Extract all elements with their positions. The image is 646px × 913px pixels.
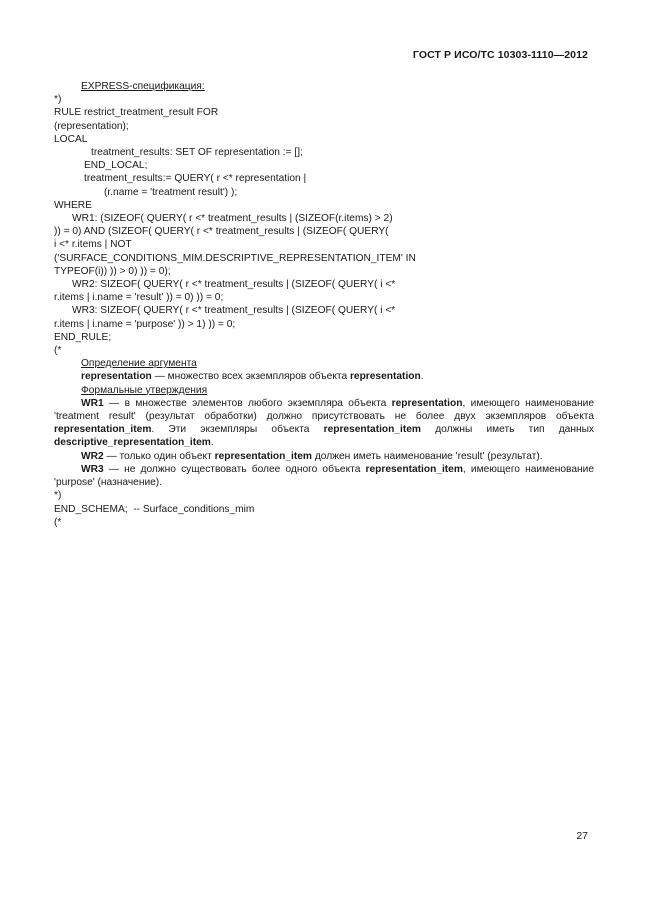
code-line: WR1: (SIZEOF( QUERY( r <* treatment_results | (SIZEOF(r.items) > 2) [72, 213, 393, 225]
code-line: END_LOCAL; [84, 160, 148, 172]
express-spec-heading: EXPRESS-спецификация: [81, 81, 205, 92]
term: representation [391, 397, 463, 409]
code-line: WHERE [54, 199, 92, 211]
text: — в множестве элементов любого экземпляра объекта [103, 397, 392, 409]
text: — множество всех экземпляров объекта [151, 371, 350, 383]
page-body [54, 80, 594, 529]
code-line: LOCAL [54, 133, 88, 145]
wr-label: WR2 [81, 450, 104, 462]
code-line: TYPEOF(i)) )) > 0) )) = 0); [54, 265, 171, 277]
code-line: *) [54, 490, 62, 502]
text: — не должно существовать более одного объекта [103, 463, 366, 475]
code-line: END_SCHEMA; -- Surface_conditions_mim [54, 503, 255, 515]
term: representation_item [54, 424, 152, 436]
text: , имеющего наименование 'treatment result' (результат обработки) должно присутствовать не более двух экземпляров объекта [54, 397, 594, 423]
code-line: ('SURFACE_CONDITIONS_MIM.DESCRIPTIVE_REPRESENTATION_ITEM' IN [54, 252, 416, 264]
page-number: 27 [576, 830, 588, 842]
term: representation_item [365, 463, 463, 475]
code-line: WR3: SIZEOF( QUERY( r <* treatment_results | (SIZEOF( QUERY( i <* [72, 305, 396, 317]
term: representation [349, 371, 421, 383]
wr-label: WR1 [81, 397, 104, 409]
code-line: RULE restrict_treatment_result FOR [54, 107, 219, 119]
text: должны иметь тип данных [421, 424, 594, 436]
text: . [420, 371, 424, 383]
code-line: END_RULE; [54, 331, 112, 343]
wr1-paragraph [54, 397, 594, 450]
text: , имеющего наименование 'purpose' (назначение). [54, 463, 594, 489]
code-line: treatment_results: SET OF representation := []; [91, 147, 303, 159]
code-line: *) [54, 94, 62, 106]
code-line: WR2: SIZEOF( QUERY( r <* treatment_results | (SIZEOF( QUERY( i <* [72, 279, 396, 291]
code-line: r.items | i.name = 'result' )) = 0) )) = 0; [54, 292, 224, 304]
wr2-paragraph [54, 450, 594, 463]
code-line: treatment_results:= QUERY( r <* representation | [84, 173, 307, 185]
argument-definition-heading: Определение аргумента [81, 358, 197, 370]
argument-definition [54, 370, 594, 383]
code-line: (* [54, 516, 62, 528]
text: . [210, 437, 214, 449]
formal-propositions-heading: Формальные утверждения [81, 384, 208, 396]
text: . Эти экземпляры объекта [151, 424, 324, 436]
code-line: i <* r.items | NOT [54, 239, 132, 251]
wr-label: WR3 [81, 463, 104, 475]
code-line: (r.name = 'treatment result') ); [104, 186, 238, 198]
code-line: (representation); [54, 120, 129, 132]
term: representation [81, 371, 152, 383]
code-line: )) = 0) AND (SIZEOF( QUERY( r <* treatment_results | (SIZEOF( QUERY( [54, 226, 389, 238]
code-line: (* [54, 345, 62, 357]
term: representation_item [323, 424, 421, 436]
wr3-paragraph [54, 463, 594, 489]
text: — только один объект [103, 450, 215, 462]
term: descriptive_representation_item [54, 437, 211, 449]
code-line: r.items | i.name = 'purpose' )) > 1) )) = 0; [54, 318, 236, 330]
document-header: ГОСТ Р ИСО/ТС 10303-1110—2012 [412, 49, 588, 61]
text: должен иметь наименование 'result' (результат). [312, 450, 543, 462]
term: representation_item [214, 450, 312, 462]
